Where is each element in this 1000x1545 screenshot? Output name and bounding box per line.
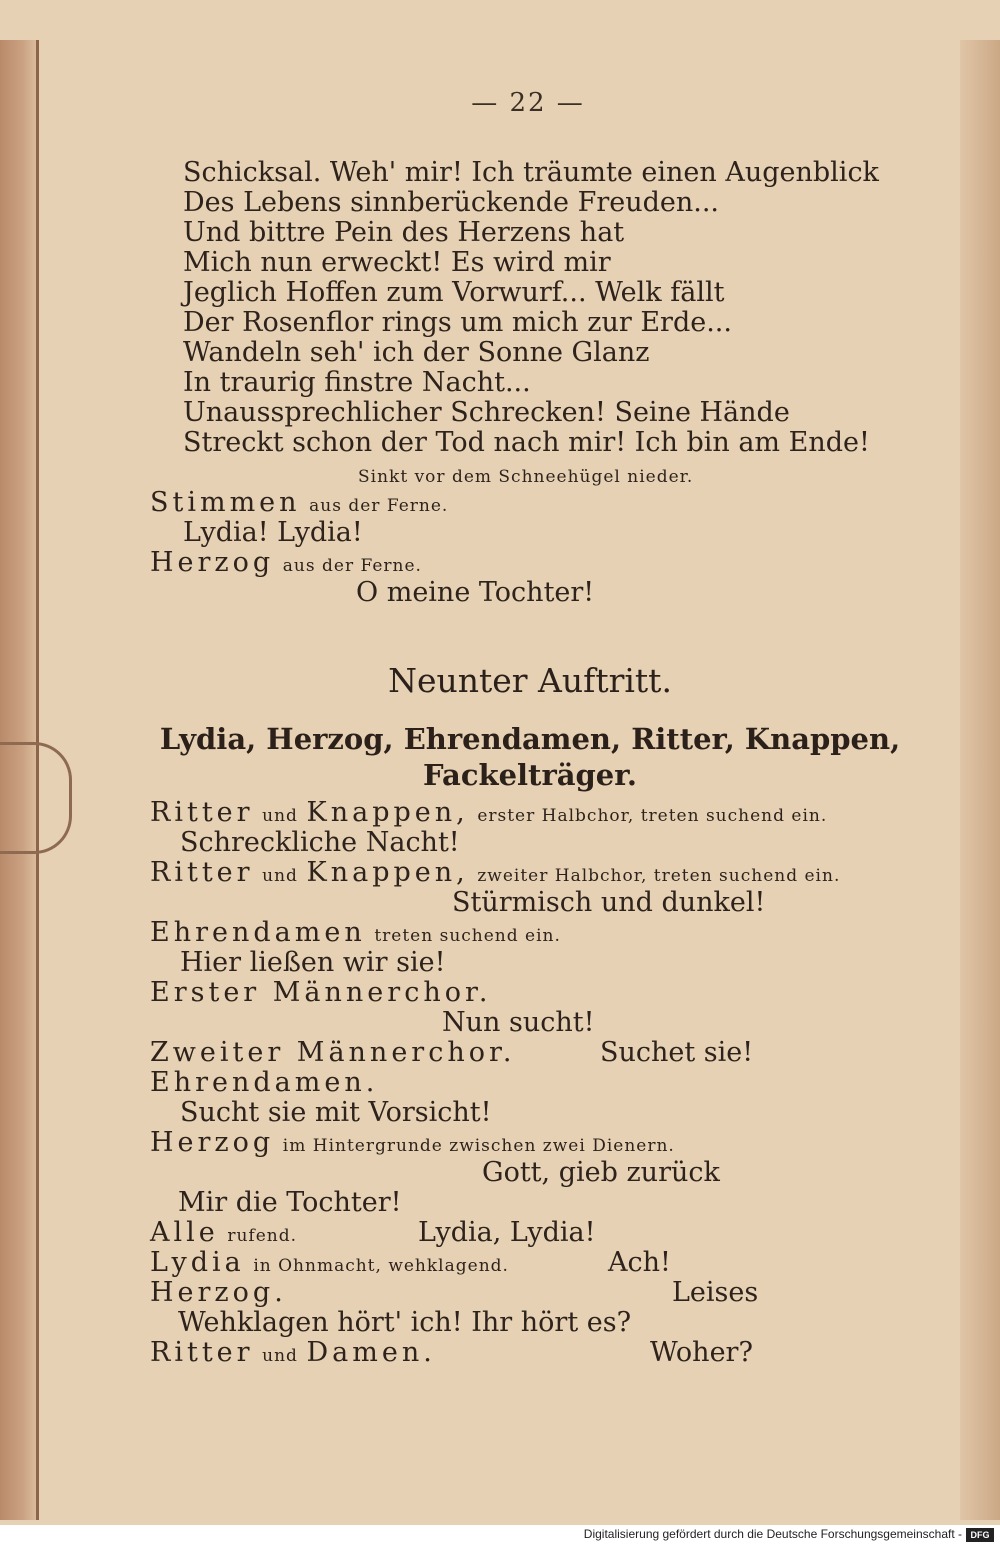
footer-bar (0, 1525, 1000, 1545)
verse-line: Wehklagen hört' ich! Ihr hört es? (178, 1307, 632, 1338)
speaker-name: Ehrendamen (150, 917, 366, 948)
speaker-name: Herzog. (150, 1277, 287, 1308)
dfg-logo: DFG (966, 1528, 994, 1542)
verse-line: Nun sucht! (442, 1007, 595, 1038)
scene-cast: Lydia, Herzog, Ehrendamen, Ritter, Knappen, (159, 722, 901, 756)
stage-direction: treten suchend ein. (374, 926, 561, 946)
verse-line: Jeglich Hoffen zum Vorwurf... Welk fällt (183, 277, 725, 308)
scene-title: Neunter Auftritt. (388, 661, 672, 700)
verse-line: O meine Tochter! (356, 577, 595, 608)
stage-direction: aus der Ferne. (309, 496, 449, 516)
verse-line: Ach! (608, 1247, 671, 1278)
verse-line: Leises (672, 1277, 759, 1308)
verse-line: Schreckliche Nacht! (180, 827, 460, 858)
stage-direction: im Hintergrunde zwischen zwei Dienern. (282, 1136, 675, 1156)
funding-note: Digitalisierung gefördert durch die Deutsche Forschungsgemeinschaft - (583, 1527, 962, 1541)
scene-cast-continued: Fackelträger. (423, 758, 637, 792)
speaker-name: Ehrendamen. (150, 1067, 379, 1098)
verse-line: Wandeln seh' ich der Sonne Glanz (183, 337, 650, 368)
verse-line: Der Rosenflor rings um mich zur Erde... (183, 307, 732, 338)
verse-line: Woher? (650, 1337, 753, 1368)
conjunction: und (262, 806, 298, 826)
verse-line: Mich nun erweckt! Es wird mir (183, 247, 611, 278)
speaker-name: Herzog (150, 547, 275, 578)
speaker-name: Ritter (150, 797, 254, 828)
speaker-name: Alle (150, 1217, 219, 1248)
speaker-name: Lydia (150, 1247, 245, 1278)
verse-line: Stürmisch und dunkel! (452, 887, 766, 918)
stage-direction: erster Halbchor, treten suchend ein. (477, 806, 828, 826)
verse-line: Schicksal. Weh' mir! Ich träumte einen Augenblick (183, 157, 879, 188)
verse-line: In traurig finstre Nacht... (183, 367, 531, 398)
verse-line: Lydia! Lydia! (183, 517, 363, 548)
stage-direction: aus der Ferne. (282, 556, 422, 576)
stage-direction: rufend. (227, 1226, 298, 1246)
verse-line: Gott, gieb zurück (482, 1157, 720, 1188)
speaker-name: Damen. (306, 1337, 436, 1368)
stage-direction: zweiter Halbchor, treten suchend ein. (477, 866, 841, 886)
verse-line: Hier ließen wir sie! (180, 947, 446, 978)
conjunction: und (262, 1346, 298, 1366)
speaker-name: Knappen, (306, 797, 469, 828)
stage-direction: Sinkt vor dem Schneehügel nieder. (358, 467, 694, 487)
verse-line: Des Lebens sinnberückende Freuden... (183, 187, 719, 218)
verse-line: Lydia, Lydia! (418, 1217, 596, 1248)
speaker-name: Herzog (150, 1127, 275, 1158)
speaker-name: Zweiter Männerchor. (150, 1037, 516, 1068)
speaker-name: Stimmen (150, 487, 301, 518)
verse-line: Streckt schon der Tod nach mir! Ich bin am Ende! (183, 427, 870, 458)
verse-line: Sucht sie mit Vorsicht! (180, 1097, 492, 1128)
verse-line: Unaussprechlicher Schrecken! Seine Hände (183, 397, 790, 428)
stage-direction: in Ohnmacht, wehklagend. (253, 1256, 509, 1276)
speaker-name: Erster Männerchor. (150, 977, 492, 1008)
verse-line: Und bittre Pein des Herzens hat (183, 217, 625, 248)
page-number: — 22 — (471, 88, 585, 118)
speaker-name: Ritter (150, 857, 254, 888)
conjunction: und (262, 866, 298, 886)
speaker-line (150, 1338, 436, 1371)
speaker-name: Knappen, (306, 857, 469, 888)
verse-line: Mir die Tochter! (178, 1187, 402, 1218)
speaker-name: Ritter (150, 1337, 254, 1368)
verse-line: Suchet sie! (600, 1037, 754, 1068)
